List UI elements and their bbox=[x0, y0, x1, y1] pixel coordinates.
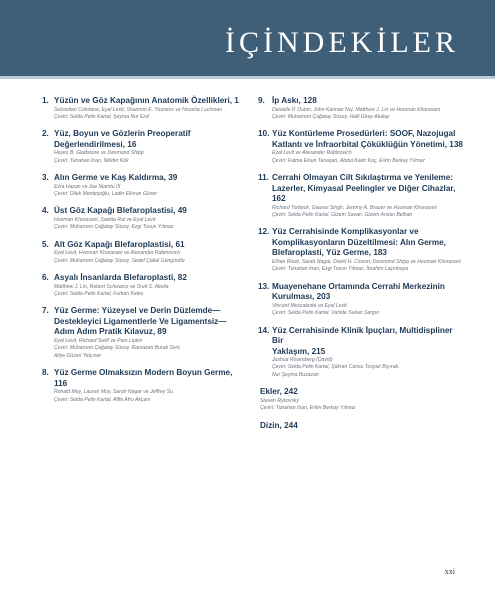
chapter-number: 6. bbox=[42, 273, 49, 283]
chapter-title: Alt Göz Kapağı Blefaroplastisi, 61 bbox=[54, 239, 185, 249]
toc-entry[interactable] bbox=[260, 173, 465, 219]
chapter-number: 13. bbox=[258, 281, 270, 291]
chapter-number: 12. bbox=[258, 227, 270, 237]
chapter-title: Yüz Germe Olmaksızın Modern Boyun Germe, 116 bbox=[54, 368, 233, 388]
toc-entry[interactable] bbox=[42, 273, 246, 298]
header-divider bbox=[0, 76, 495, 79]
chapter-translators: Çeviri: Muharrem Çağatay Süsoy, Ezgi Tosun Yılmaz bbox=[54, 224, 174, 231]
chapter-authors: Ethan Routt, Sarah Nagar, David H. Ciocon, Desmond Shipp ve Hooman Khorasani bbox=[272, 258, 461, 265]
chapter-authors: Hooman Khorasani, Swetta Rai ve Eyal Levit bbox=[54, 216, 156, 223]
toc-entry[interactable] bbox=[42, 129, 246, 165]
chapter-title: Üst Göz Kapağı Blefaroplastisi, 49 bbox=[54, 206, 187, 216]
chapter-translators: Çeviri: Muharrem Çağatay Süsoy, Halil Giray Akalay bbox=[272, 113, 390, 120]
chapter-title: Asyalı İnsanlarda Blefaroplasti, 82 bbox=[54, 273, 187, 283]
chapter-authors: Sebastian Cotofana, Eyal Levit, Shannon E. Youness ve Nnosha Luchman bbox=[54, 106, 223, 113]
chapter-authors: Joshua Rosenberg (David) bbox=[272, 357, 333, 364]
chapter-translators: Çeviri: Tunahan İnan, Ezgi Tosun Yılmaz, İbrahim Laçinbaya bbox=[272, 266, 409, 273]
chapter-translators: Çeviri: Selda Pelin Kartal, Vahide Sukan Sargın bbox=[272, 310, 380, 317]
chapter-number: 5. bbox=[42, 239, 49, 249]
toc-entry[interactable] bbox=[42, 173, 246, 198]
index-title: Dizin, 244 bbox=[260, 420, 298, 430]
chapter-title: Muayenehane Ortamında Cerrahi Merkezinin Kurulması, 203 bbox=[272, 281, 445, 302]
chapter-translators: Çeviri: Selda Pelin Kartal, Gizem Savan, Gizem Arslan Belhan bbox=[272, 212, 413, 219]
toc-entry[interactable] bbox=[42, 96, 246, 121]
toc-entry[interactable] bbox=[260, 96, 465, 121]
chapter-authors: Matthew J. Lin, Robert Schwarcz ve Sruti S. Akella bbox=[54, 283, 169, 290]
toc-entry[interactable] bbox=[260, 129, 465, 165]
chapter-number: 9. bbox=[258, 96, 265, 105]
chapter-authors: Ronald Moy, Lauren Moy, Sarah Nagar ve Jeffrey Su bbox=[54, 389, 174, 396]
chapter-title: Yüz, Boyun ve Gözlerin Preoperatif Değerlendirilmesi, 16 bbox=[54, 129, 191, 149]
appendix-title: Ekler, 242 bbox=[260, 387, 298, 397]
chapter-authors: Vincent Mezzatesta ve Eyal Levit bbox=[272, 302, 347, 309]
chapter-translators: Çeviri: Dilek Menteşoğlu, Ladin Elkıran Güner bbox=[54, 191, 158, 198]
chapter-translators: Çeviri: Selda Pelin Kartal, Şükran Cansu Tosyalı Bıyırak, Nur Şeyma Bozazan bbox=[272, 364, 400, 378]
chapter-title: Cerrahi Olmayan Cilt Sıkılaştırma ve Yenileme: Lazerler, Kimyasal Peelingler ve Diğer Cihazlar, 162 bbox=[272, 173, 456, 204]
chapter-translators: Çeviri: Selda Pelin Kartal, Afife Afru Akçam bbox=[54, 396, 151, 403]
chapter-authors: Eyal Levit, Hooman Khorasani ve Alexander Rabinovich bbox=[54, 250, 181, 257]
chapter-translators: Çeviri: Muharrem Çağatay Süsoy, Ramazan Burak Sivri, Aliye Güzen Yalçıner bbox=[54, 345, 181, 359]
toc-entry-index[interactable] bbox=[260, 421, 465, 432]
chapter-number: 8. bbox=[42, 368, 49, 378]
chapter-title: Yüz Germe: Yüzeysel ve Derin Düzlemde— Destekleyici Ligamentlerle Ve Ligamentsiz— Adım Adım Pratik Kılavuz, 89 bbox=[54, 306, 227, 337]
chapter-translators: Çeviri: Selda Pelin Kartal, Şeyma Nur Erol bbox=[54, 113, 150, 120]
chapter-authors: Hayes B. Gladstone ve Desmond Shipp bbox=[54, 150, 144, 157]
toc-entry[interactable] bbox=[260, 227, 465, 273]
chapter-number: 14. bbox=[258, 325, 270, 335]
chapter-number: 11. bbox=[258, 173, 269, 183]
appendix-authors: Steven Rykovsky bbox=[260, 397, 300, 404]
appendix-translators: Çeviri: Tunahan İnan, Erkin Berkay Yılmaz bbox=[260, 405, 356, 412]
chapter-number: 3. bbox=[42, 173, 49, 183]
chapter-authors: Ezra Hazan ve Joe Niamtu III bbox=[54, 183, 121, 190]
chapter-number: 2. bbox=[42, 129, 49, 139]
chapter-title: Yüzün ve Göz Kapağının Anatomik Özellikleri, 1 bbox=[54, 96, 239, 105]
page-title: İÇİNDEKİLER bbox=[225, 26, 459, 59]
chapter-authors: Eyal Levit ve Alexander Rabinovich bbox=[272, 150, 352, 157]
toc-entry[interactable] bbox=[260, 282, 465, 318]
chapter-number: 4. bbox=[42, 206, 49, 216]
chapter-number: 1. bbox=[42, 96, 49, 105]
chapter-translators: Çeviri: Fatma Elsun Tanaşan, Abdul Kadir Koç, Erkin Berkay Yılmaz bbox=[272, 157, 425, 164]
toc-entry-appendix[interactable] bbox=[260, 387, 465, 412]
chapter-title: Yüz Cerrahisinde Komplikasyonlar ve Komplikasyonların Düzeltilmesi: Alın Germe, Blefaroplasti, Yüz Germe, 183 bbox=[272, 227, 446, 258]
header-band bbox=[0, 0, 495, 76]
chapter-title: Yüz Kontürleme Prosedürleri: SOOF, Nazojugal Katlantı ve İnfraorbital Çöküklüğün Yönetimi, 138 bbox=[272, 129, 463, 149]
chapter-title: Yüz Cerrahisinde Klinik İpuçları, Multidispliner Bir Yaklaşım, 215 bbox=[272, 325, 453, 356]
chapter-number: 7. bbox=[42, 306, 49, 316]
chapter-authors: Eyal Levit, Richard Swift ve Pam Lipkin bbox=[54, 337, 143, 344]
chapter-translators: Çeviri: Tunahan İnan, Nilüfer Kök bbox=[54, 157, 129, 164]
chapter-translators: Çeviri: Selda Pelin Kartal, Furkan Keleş bbox=[54, 290, 144, 297]
chapter-number: 10. bbox=[258, 129, 270, 139]
toc-entry[interactable] bbox=[260, 326, 465, 380]
toc-entry[interactable] bbox=[42, 206, 246, 231]
chapter-title: İp Askı, 128 bbox=[272, 96, 317, 105]
chapter-authors: Danielle P. Dubin, John Kannan Nuj, Matthew J. Lin ve Hooman Khorasani bbox=[272, 106, 441, 113]
chapter-title: Alın Germe ve Kaş Kaldırma, 39 bbox=[54, 173, 178, 183]
toc-entry[interactable] bbox=[42, 240, 246, 265]
page-number: xxi bbox=[444, 567, 455, 576]
toc-entry[interactable] bbox=[42, 306, 246, 360]
chapter-translators: Çeviri: Muharrem Çağatay Süsoy, Sedef Çakal Güngördür bbox=[54, 257, 185, 264]
toc-left-column bbox=[42, 96, 246, 412]
chapter-authors: Richard Torbeck, Gaurav Singh, Jeremy A. Brauer ve Hooman Khorasani bbox=[272, 204, 437, 211]
toc-entry[interactable] bbox=[42, 368, 246, 404]
toc-right-column bbox=[260, 96, 465, 439]
